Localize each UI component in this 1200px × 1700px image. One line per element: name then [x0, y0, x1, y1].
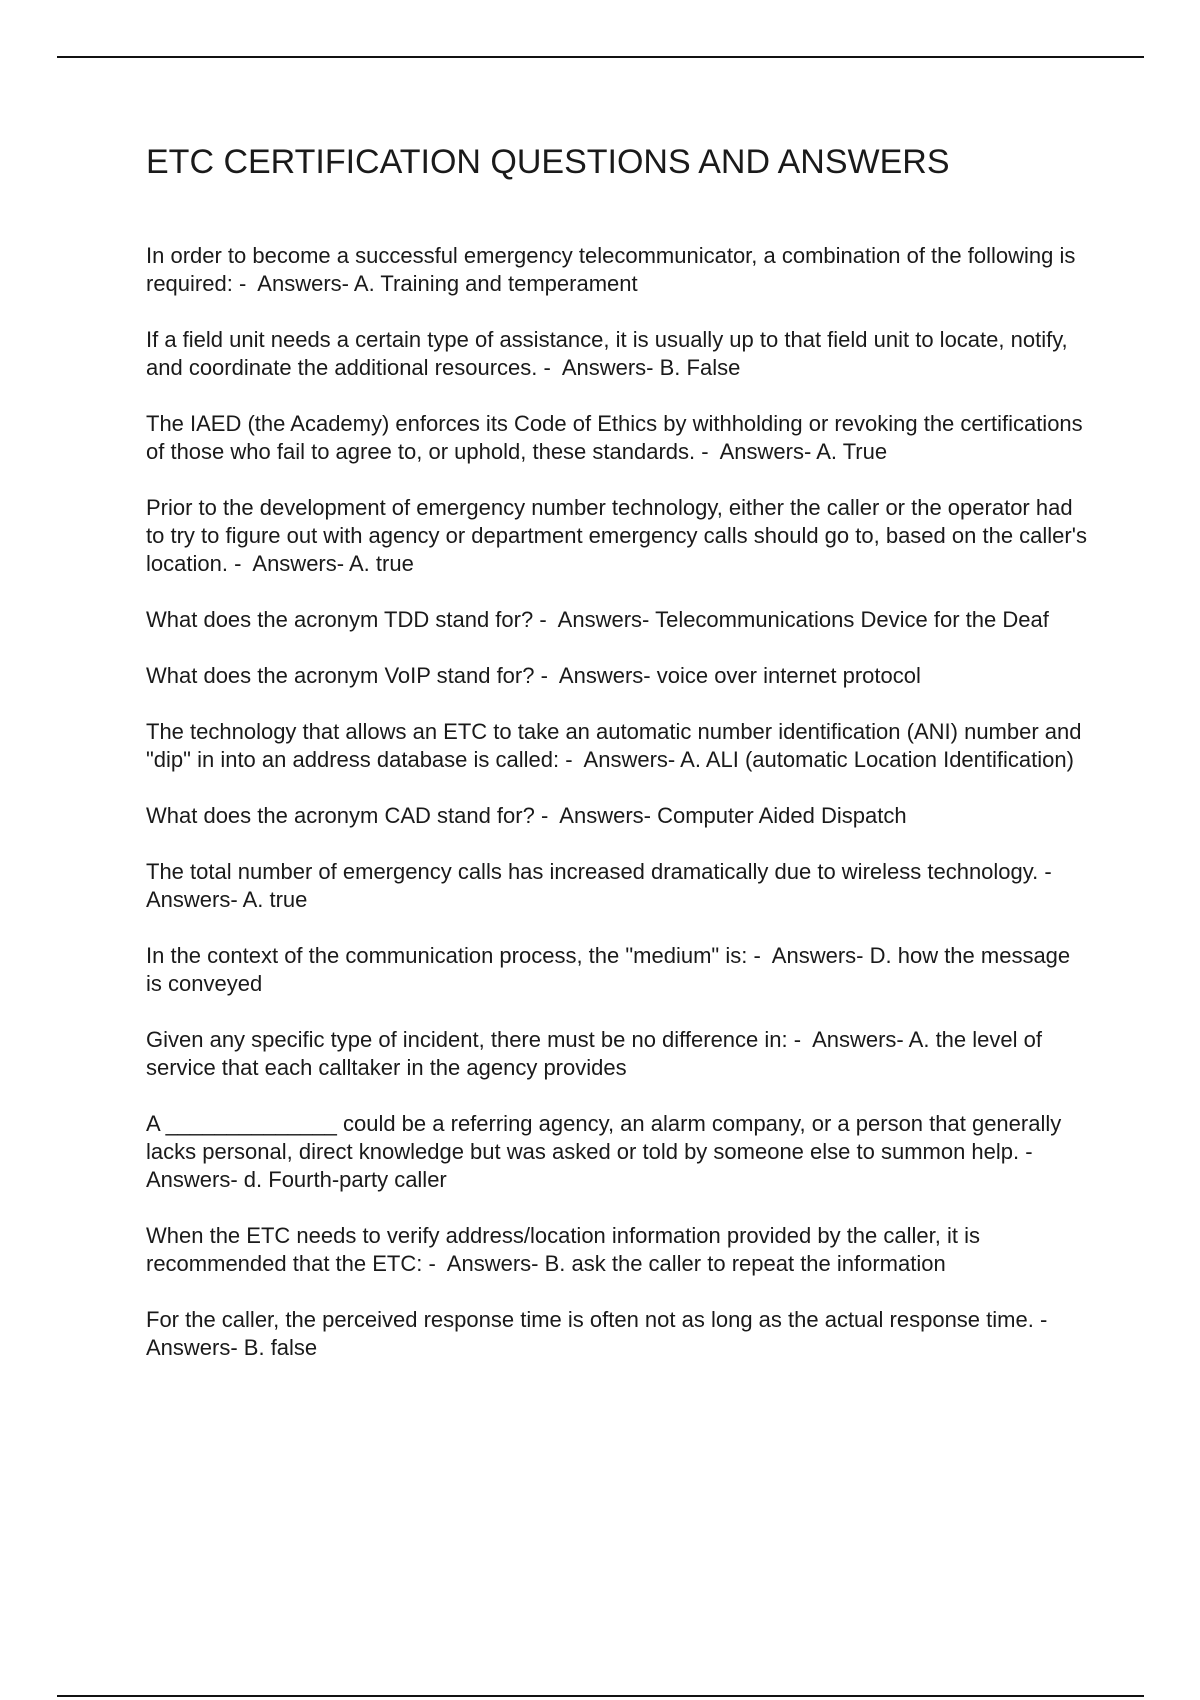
answer-text: voice over internet protocol: [656, 663, 921, 688]
answer-text: B. false: [243, 1335, 318, 1360]
footer-rule: [57, 1695, 1144, 1697]
answer-prefix: - Answers-: [146, 859, 1063, 912]
question-text: For the caller, the perceived response time is often not as long as the actual response time.: [146, 1307, 1034, 1332]
question-text: What does the acronym VoIP stand for?: [146, 663, 535, 688]
answer-text: Computer Aided Dispatch: [657, 803, 907, 828]
question-text: If a field unit needs a certain type of assistance, it is usually up to that field unit to locate, notify, and coordinate the additional resources.: [146, 327, 1068, 380]
qa-item: [146, 1026, 1090, 1082]
answer-text: A. true: [349, 551, 414, 576]
answer-text: D. how the message is conveyed: [146, 943, 1071, 996]
qa-item: [146, 858, 1090, 914]
answer-text: B. False: [659, 355, 741, 380]
question-text: Prior to the development of emergency number technology, either the caller or the operator had to try to figure out with agency or department emergency calls should go to, based on the caller's location.: [146, 495, 1087, 576]
answer-prefix: - Answers-: [747, 943, 870, 968]
answer-prefix: - Answers-: [534, 803, 658, 828]
answer-prefix: - Answers-: [146, 1139, 1044, 1192]
question-text: In order to become a successful emergency telecommunicator, a combination of the following is required:: [146, 243, 1076, 296]
question-text: What does the acronym CAD stand for?: [146, 803, 535, 828]
question-text: What does the acronym TDD stand for?: [146, 607, 534, 632]
qa-item: [146, 410, 1090, 466]
qa-item: [146, 1222, 1090, 1278]
answer-text: Telecommunications Device for the Deaf: [655, 607, 1049, 632]
qa-item: [146, 242, 1090, 298]
question-text: When the ETC needs to verify address/location information provided by the caller, it is recommended that the ETC:: [146, 1223, 980, 1276]
answer-text: A. the level of service that each calltaker in the agency provides: [146, 1027, 1042, 1080]
qa-item: [146, 606, 1090, 634]
question-text: In the context of the communication process, the "medium" is:: [146, 943, 748, 968]
answer-text: A. true: [242, 887, 308, 912]
answer-prefix: - Answers-: [534, 663, 657, 688]
qa-item: [146, 942, 1090, 998]
answer-prefix: - Answers-: [787, 1027, 909, 1052]
qa-item: [146, 494, 1090, 578]
qa-item: [146, 718, 1090, 774]
answer-text: A. Training and temperament: [353, 271, 638, 296]
answer-prefix: - Answers-: [227, 551, 349, 576]
answer-prefix: - Answers-: [422, 1251, 545, 1276]
answer-text: B. ask the caller to repeat the information: [544, 1251, 946, 1276]
qa-item: [146, 662, 1090, 690]
question-text: The technology that allows an ETC to take an automatic number identification (ANI) number and "dip" in into an address database is called:: [146, 719, 1082, 772]
answer-prefix: - Answers-: [695, 439, 817, 464]
qa-item: [146, 802, 1090, 830]
answer-prefix: - Answers-: [559, 747, 681, 772]
answer-prefix: - Answers-: [537, 355, 660, 380]
document-title: ETC CERTIFICATION QUESTIONS AND ANSWERS: [146, 143, 950, 181]
answer-prefix: - Answers-: [232, 271, 354, 296]
header-rule: [57, 56, 1144, 58]
question-text: The total number of emergency calls has increased dramatically due to wireless technology.: [146, 859, 1039, 884]
qa-item: [146, 1306, 1090, 1362]
question-text: The IAED (the Academy) enforces its Code of Ethics by withholding or revoking the certifications of those who fail to agree to, or uphold, these standards.: [146, 411, 1083, 464]
answer-prefix: - Answers-: [533, 607, 656, 632]
answer-text: d. Fourth-party caller: [243, 1167, 447, 1192]
answer-text: A. ALI (automatic Location Identification): [680, 747, 1074, 772]
answer-text: A. True: [816, 439, 888, 464]
question-text: A ______________ could be a referring agency, an alarm company, or a person that generally lacks personal, direct knowledge but was asked or told by someone else to summon help.: [146, 1111, 1062, 1164]
question-text: Given any specific type of incident, there must be no difference in:: [146, 1027, 788, 1052]
qa-item: [146, 326, 1090, 382]
answer-prefix: - Answers-: [146, 1307, 1059, 1360]
qa-list: [146, 242, 1090, 1390]
qa-item: [146, 1110, 1090, 1194]
